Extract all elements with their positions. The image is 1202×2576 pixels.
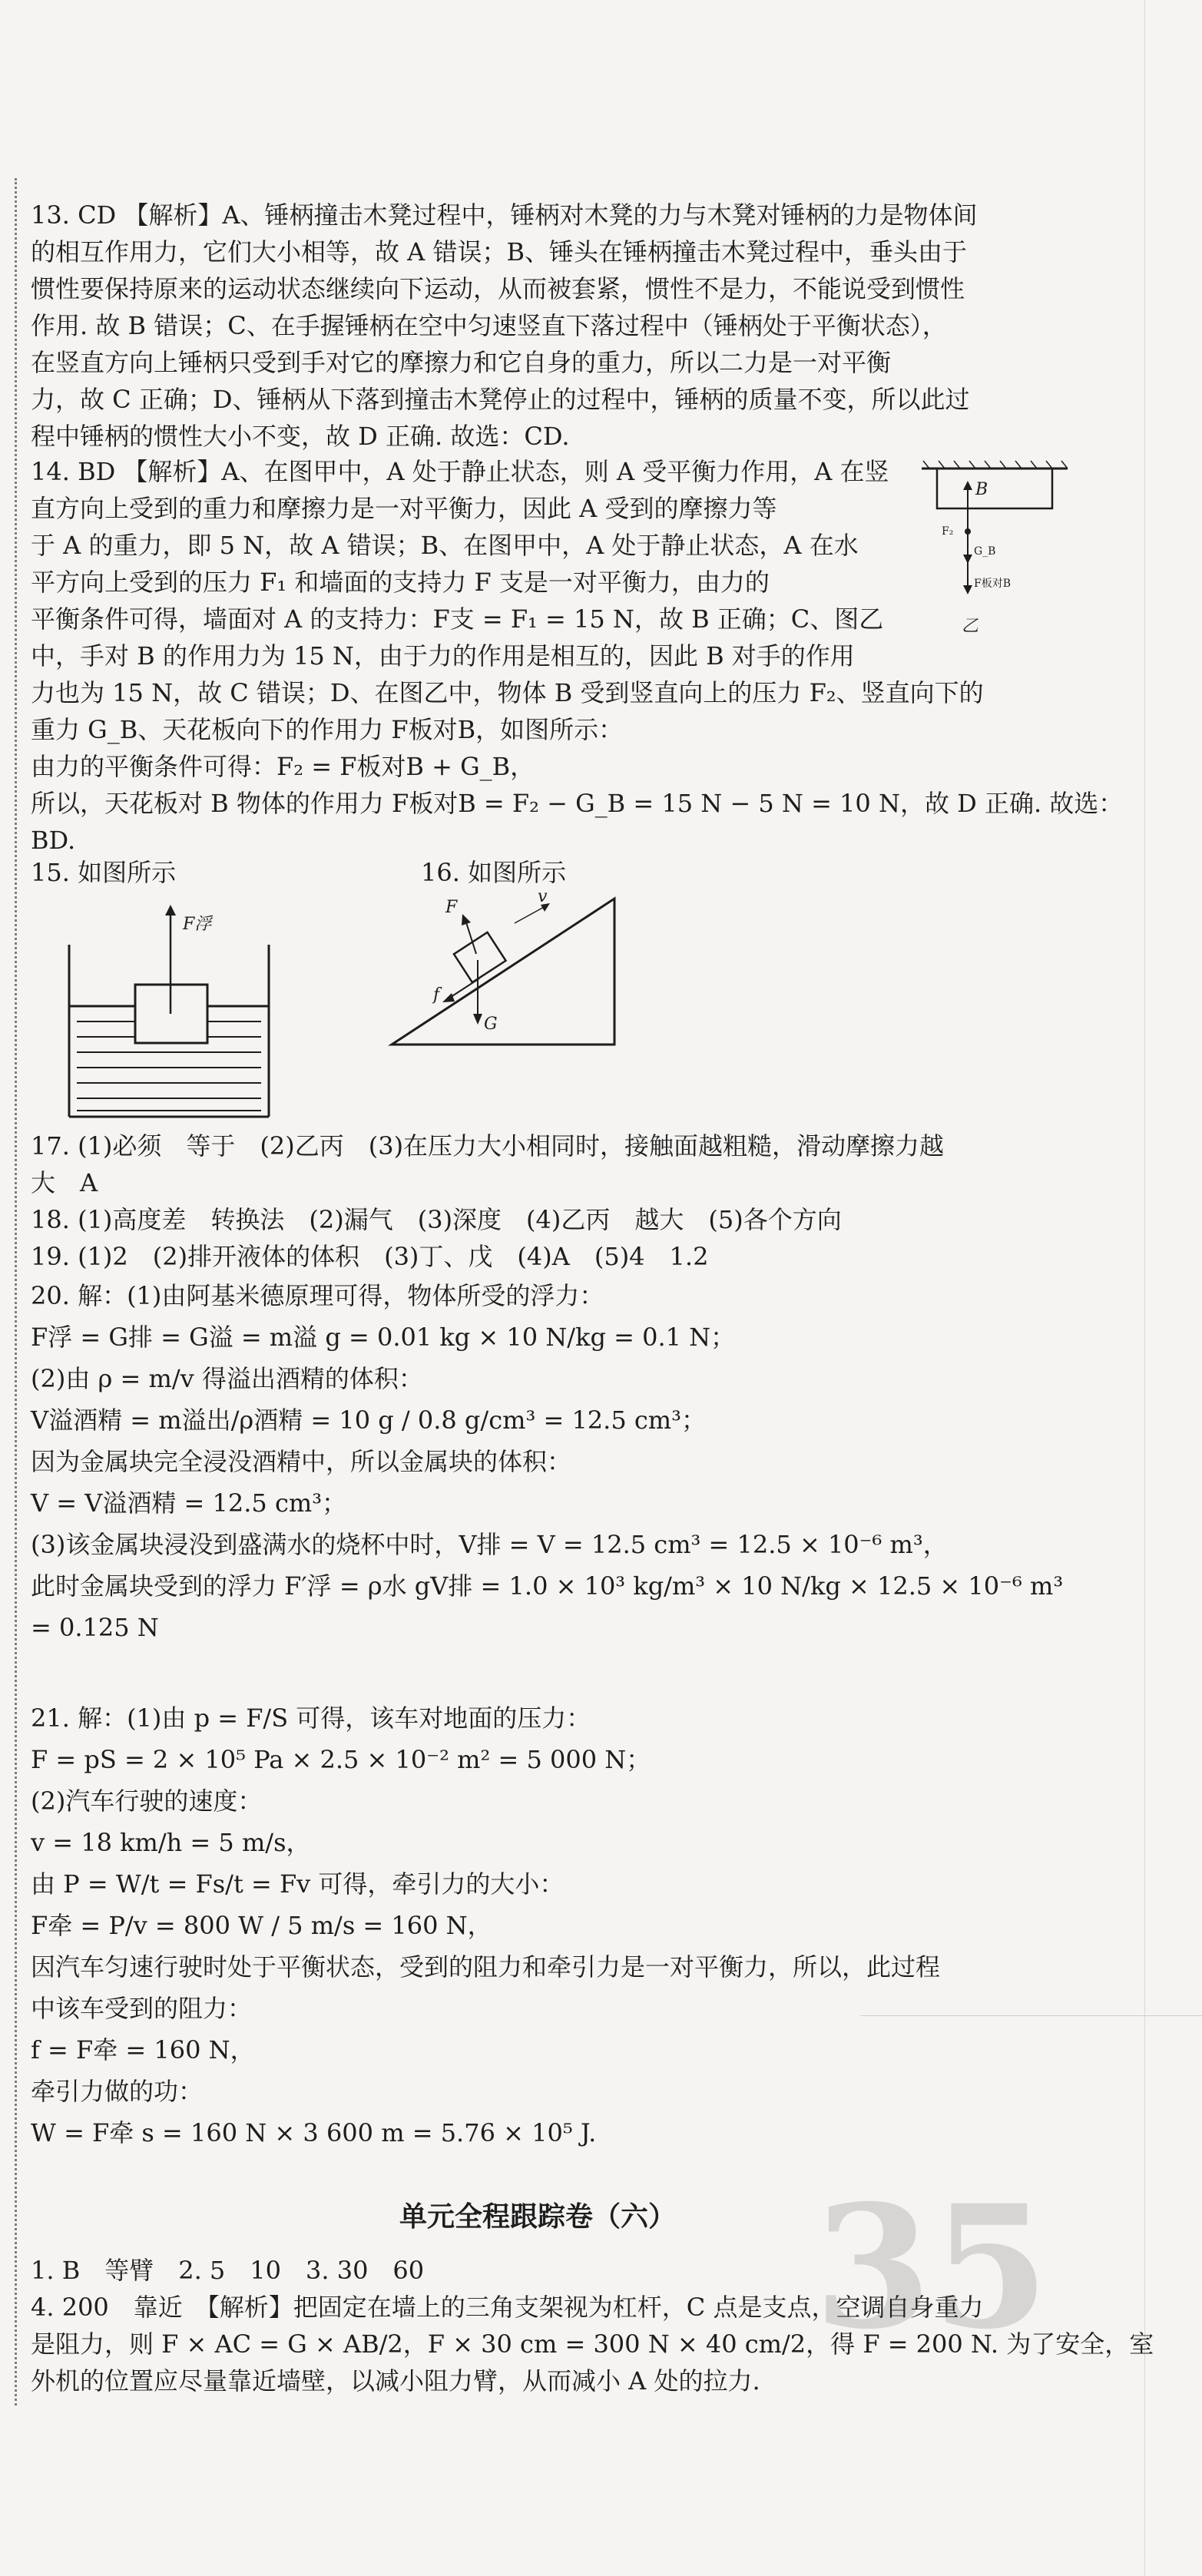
page-number: 35 bbox=[814, 2167, 1050, 2366]
incline-block-diagram bbox=[384, 883, 637, 1068]
text-line: 是阻力，则 F × AC = G × AB/2，F × 30 cm = 300 N × 40 cm/2，得 F = 200 N. 为了安全，室 bbox=[31, 2329, 1154, 2359]
text-line: 20. 解：(1)由阿基米德原理可得，物体所受的浮力： bbox=[31, 1281, 604, 1310]
text-line: 4. 200 靠近 【解析】把固定在墙上的三角支架视为杠杆，C 点是支点，空调自身重力 bbox=[31, 2293, 984, 2322]
text-line: 程中锤柄的惯性大小不变，故 D 正确. 故选：CD. bbox=[31, 422, 570, 451]
answer-21 bbox=[31, 1697, 940, 2154]
gravity-label: G bbox=[484, 1015, 498, 1034]
text-line: 力也为 15 N，故 C 错误；D、在图乙中，物体 B 受到竖直向上的压力 F₂、竖直向下的 bbox=[31, 678, 984, 707]
text-line: 平衡条件可得，墙面对 A 的支持力：F支 = F₁ = 15 N，故 B 正确；C、图乙 bbox=[31, 604, 884, 634]
answer-15 bbox=[31, 854, 176, 891]
text-line: 中该车受到的阻力： bbox=[31, 1994, 253, 2023]
text-line: 平方向上受到的压力 F₁ 和墙面的支持力 F 支是一对平衡力，由力的 bbox=[31, 568, 770, 597]
text-line: 作用. 故 B 错误；C、在手握锤柄在空中匀速竖直下落过程中（锤柄处于平衡状态）， bbox=[31, 311, 947, 340]
text-line: 14. BD 【解析】A、在图甲中，A 处于静止状态，则 A 受平衡力作用，A 在竖 bbox=[31, 457, 889, 486]
text-line: F牵 = P/v = 800 W / 5 m/s = 160 N， bbox=[31, 1911, 492, 1940]
margin-dotted-line bbox=[15, 178, 17, 2405]
text-line: (2)汽车行驶的速度： bbox=[31, 1786, 263, 1816]
text-line: 因汽车匀速行驶时处于平衡状态，受到的阻力和牵引力是一对平衡力，所以，此过程 bbox=[31, 1952, 941, 1982]
text-line: 17. (1)必须 等于 (2)乙丙 (3)在压力大小相同时，接触面越粗糙，滑动摩擦力越 bbox=[31, 1131, 945, 1161]
text-line: 在竖直方向上锤柄只受到手对它的摩擦力和它自身的重力，所以二力是一对平衡 bbox=[31, 348, 892, 377]
block-label: B bbox=[975, 480, 988, 499]
text-line: 外机的位置应尽量靠近墙壁，以减小阻力臂，从而减小 A 处的拉力. bbox=[31, 2366, 760, 2396]
text-line: 此时金属块受到的浮力 F′浮 = ρ水 gV排 = 1.0 × 10³ kg/m³ × 10 N/kg × 12.5 × 10⁻⁶ m³ bbox=[31, 1571, 1064, 1601]
unit-six-answers bbox=[31, 2252, 1154, 2399]
text-line: 牵引力做的功： bbox=[31, 2077, 204, 2106]
text-line: 因为金属块完全浸没酒精中，所以金属块的体积： bbox=[31, 1447, 572, 1476]
text-line: 力，故 C 正确；D、锤柄从下落到撞击木凳停止的过程中，锤柄的质量不变，所以此过 bbox=[31, 385, 970, 414]
text-line: BD. bbox=[31, 826, 76, 855]
gravity-label: G_B bbox=[974, 545, 996, 558]
text-line: 19. (1)2 (2)排开液体的体积 (3)丁、戊 (4)A (5)4 1.2 bbox=[31, 1242, 709, 1271]
figure-caption: 乙 bbox=[962, 617, 979, 636]
text-line: 由 P = W/t = Fs/t = Fv 可得，牵引力的大小： bbox=[31, 1869, 565, 1899]
section-title: 单元全程跟踪卷（六） bbox=[399, 2201, 677, 2233]
text-line: 16. 如图所示 bbox=[421, 858, 567, 887]
text-line: 的相互作用力，它们大小相等，故 A 错误；B、锤头在锤柄撞击木凳过程中，垂头由于 bbox=[31, 237, 967, 267]
text-line: W = F牵 s = 160 N × 3 600 m = 5.76 × 10⁵ J. bbox=[31, 2118, 597, 2147]
text-line: V溢酒精 = m溢出/ρ酒精 = 10 g / 0.8 g/cm³ = 12.5 cm³； bbox=[31, 1406, 706, 1435]
text-line: 中，手对 B 的作用力为 15 N，由于力的作用是相互的，因此 B 对手的作用 bbox=[31, 641, 855, 670]
text-line: f = F牵 = 160 N， bbox=[31, 2035, 255, 2064]
text-line: 直方向上受到的重力和摩擦力是一对平衡力，因此 A 受到的摩擦力等 bbox=[31, 494, 777, 523]
text-line: 大 A bbox=[31, 1168, 98, 1197]
answer-13 bbox=[31, 197, 978, 455]
text-line: 18. (1)高度差 转换法 (2)漏气 (3)深度 (4)乙丙 越大 (5)各个方向 bbox=[31, 1205, 842, 1234]
text-line: 惯性要保持原来的运动状态继续向下运动，从而被套紧，惯性不是力，不能说受到惯性 bbox=[31, 274, 965, 303]
buoyant-force-label: F浮 bbox=[183, 915, 212, 934]
text-line: 15. 如图所示 bbox=[31, 858, 177, 887]
text-line: = 0.125 N bbox=[31, 1613, 159, 1642]
text-line: F浮 = G排 = G溢 = m溢 g = 0.01 kg × 10 N/kg = 0.1 N； bbox=[31, 1323, 736, 1352]
text-line: 1. B 等臂 2. 5 10 3. 30 60 bbox=[31, 2256, 425, 2285]
answer-20 bbox=[31, 1275, 1063, 1648]
text-line: 重力 G_B、天花板向下的作用力 F板对B，如图所示： bbox=[31, 715, 624, 744]
normal-force-label: F bbox=[445, 898, 458, 917]
force-f2-label: F₂ bbox=[942, 525, 954, 538]
answers-17-19 bbox=[31, 1127, 944, 1275]
text-line: 13. CD 【解析】A、锤柄撞击木凳过程中，锤柄对木凳的力与木凳对锤柄的力是物体间 bbox=[31, 200, 978, 230]
ceiling-block-diagram bbox=[914, 458, 1083, 642]
text-line: 所以，天花板对 B 物体的作用力 F板对B = F₂ − G_B = 15 N − 5 N = 10 N，故 D 正确. 故选： bbox=[31, 789, 1124, 818]
page-edge-line bbox=[1144, 0, 1145, 2576]
text-line: V = V溢酒精 = 12.5 cm³； bbox=[31, 1488, 347, 1518]
text-line: 由力的平衡条件可得：F₂ = F板对B + G_B， bbox=[31, 752, 535, 781]
text-line: 21. 解：(1)由 p = F/S 可得，该车对地面的压力： bbox=[31, 1704, 591, 1733]
text-line: 于 A 的重力，即 5 N，故 A 错误；B、在图甲中，A 处于静止状态，A 在水 bbox=[31, 531, 859, 560]
velocity-label: v bbox=[538, 887, 548, 906]
friction-label: f bbox=[433, 985, 440, 1005]
board-force-label: F板对B bbox=[974, 578, 1012, 590]
text-line: (2)由 ρ = m/v 得溢出酒精的体积： bbox=[31, 1364, 423, 1393]
text-line: (3)该金属块浸没到盛满水的烧杯中时，V排 = V = 12.5 cm³ = 12.5 × 10⁻⁶ m³， bbox=[31, 1530, 948, 1559]
text-line: F = pS = 2 × 10⁵ Pa × 2.5 × 10⁻² m² = 5 000 N； bbox=[31, 1745, 651, 1774]
buoyancy-beaker-diagram bbox=[61, 899, 292, 1121]
text-line: v = 18 km/h = 5 m/s， bbox=[31, 1828, 311, 1857]
